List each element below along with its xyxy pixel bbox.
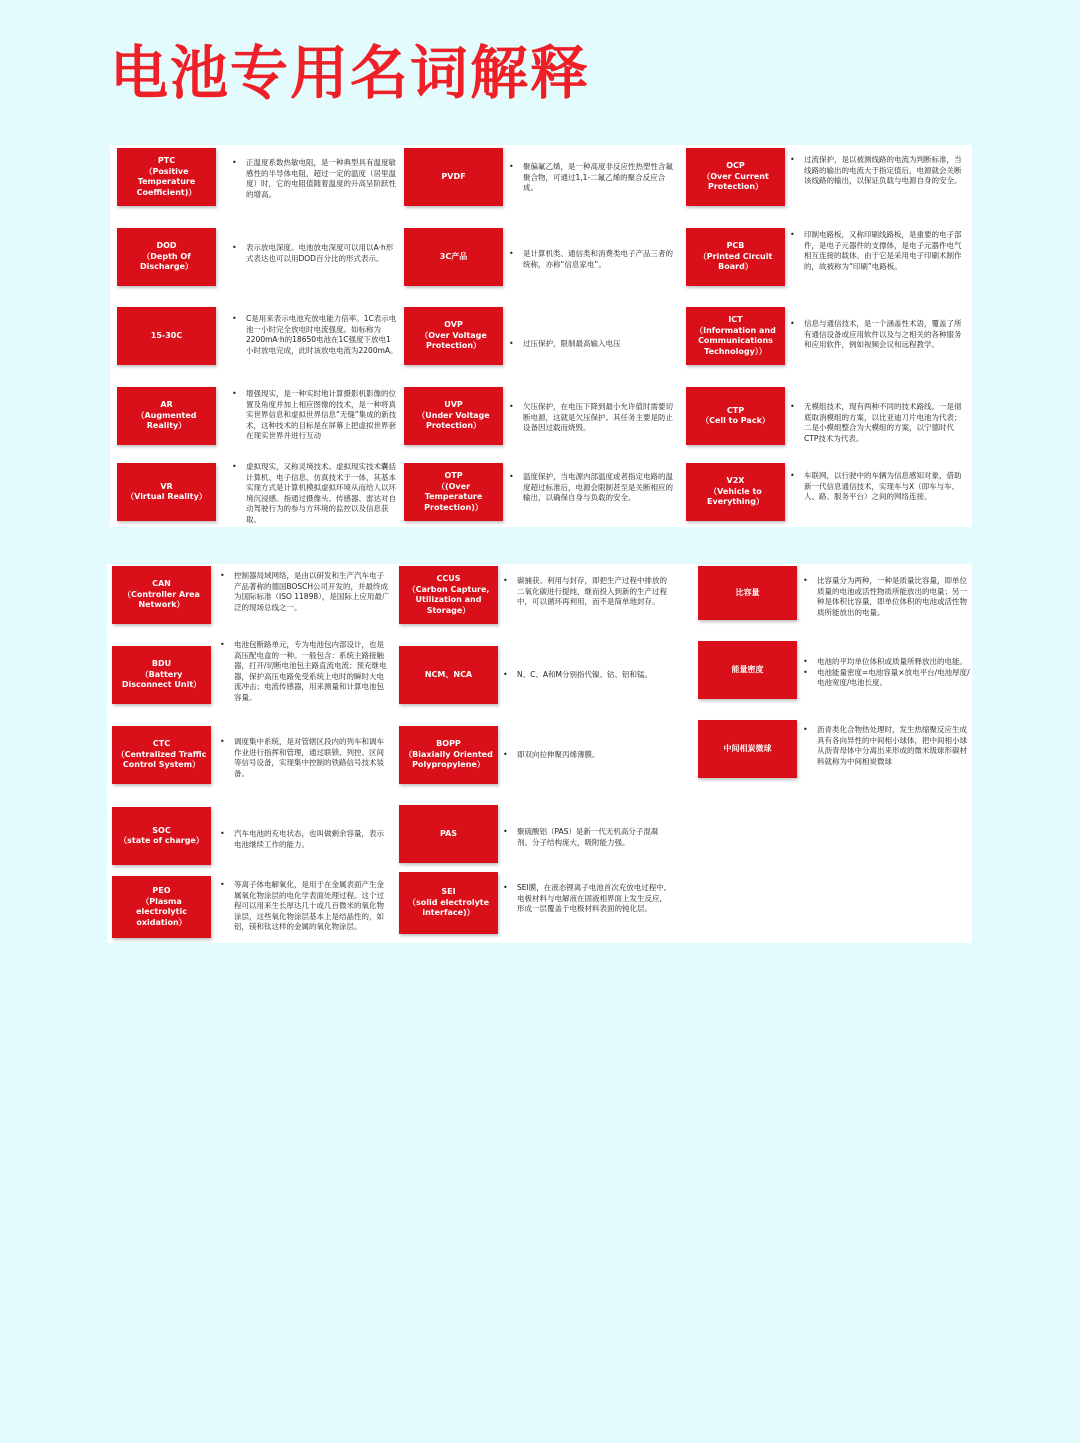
term-label: BDU （Battery Disconnect Unit）	[112, 646, 211, 704]
term-label: OVP （Over Voltage Protection）	[404, 307, 503, 365]
term-label: 15-30C	[117, 307, 216, 365]
glossary-panel-2	[107, 564, 972, 943]
term-definition: • 即双向拉伸聚丙烯薄膜。	[503, 750, 600, 759]
term-definition: • N、C、A和M分别指代镍、钴、铝和锰。	[503, 670, 652, 679]
term-label: V2X （Vehicle to Everything）	[686, 463, 785, 521]
term-label: 中间相炭微球	[698, 720, 797, 778]
term-label: CAN （Controller Area Network）	[112, 566, 211, 624]
term-label: PAS	[399, 805, 498, 863]
term-definition: • 沥青类化合物热处理时，发生热缩聚反应生成具有各向异性的中间相小球体，把中间相小球从沥青母体中分离出来形成的微米级球形碳材料就称为中间相炭微球	[803, 725, 967, 766]
term-definition: • 聚偏氟乙烯，是一种高度非反应性热塑性含氟聚合物，可通过1,1-二氟乙烯的聚合反应合成。	[509, 162, 673, 193]
term-label: SEI （solid electrolyte interface)）	[399, 872, 498, 934]
term-definition: • 是计算机类、通信类和消费类电子产品三者的统称，亦称“信息家电”。	[509, 249, 673, 269]
term-definition: • 电池包断路单元，专为电池包内部设计，也是高压配电盒的一种。一般包含：系统主路接触器，打开/切断电池包主路直流电流；预充继电器，保护高压电路免受系统上电时的瞬时大电流冲击；电流传感器，用来测量和计算电池包容量。	[220, 640, 387, 702]
term-definition: • 表示放电深度。电池放电深度可以用以A·h形式表达也可以用DOD百分比的形式表示。	[232, 243, 394, 263]
term-definition: • 调度集中系统，是对管辖区段内的列车和调车作业进行指挥和管理，通过联锁、列控、区间等信号设备，实现集中控制的铁路信号技术装备。	[220, 737, 384, 778]
page-title: 电池专用名词解释	[110, 39, 591, 107]
term-label: 比容量	[698, 566, 797, 620]
term-label: UVP （Under Voltage Protection）	[404, 387, 503, 445]
term-definition: • 过流保护，是以被测线路的电流为判断标准，当线路的输出的电流大于指定值后，电源就会关断该线路的输出，以保证负载与电源自身的安全。	[790, 155, 962, 186]
term-definition: • 汽车电池的充电状态，也叫做剩余容量，表示电池继续工作的能力。	[220, 829, 384, 849]
term-label: CCUS （Carbon Capture, Utilization and Storage）	[399, 566, 498, 624]
term-definition: • 过压保护，限制最高输入电压	[509, 339, 621, 348]
term-label: PEO （Plasma electrolytic oxidation）	[112, 876, 211, 938]
term-definition: • 无模组技术，现有两种不同的技术路线。一是彻底取消模组的方案，以比亚迪刀片电池为代表；二是小模组整合为大模组的方案，以宁德时代CTP技术为代表。	[790, 402, 962, 443]
term-label: ICT （Information and Communications Technology））	[686, 307, 785, 365]
term-label: AR （Augmented Reality）	[117, 387, 216, 445]
term-label: PCB （Printed Circuit Board）	[686, 228, 785, 286]
term-definition: • 印制电路板，又称印刷线路板，是重要的电子部件，是电子元器件的支撑体，是电子元器件电气相互连接的载体。由于它是采用电子印刷术制作的，故被称为“印刷”电路板。	[790, 230, 962, 271]
term-definition: • SEI膜，在液态锂离子电池首次充放电过程中,电极材料与电解液在固液相界面上发生反应,形成一层覆盖于电极材料表面的钝化层。	[503, 883, 667, 914]
term-definition: • 电池的平均单位体积或质量所释放出的电能。 • 电池能量密度=电池容量×放电平台/电池厚度/电池宽度/电池长度。	[803, 657, 970, 688]
term-definition: • 增强现实，是一种实时地计算摄影机影像的位置及角度并加上相应图像的技术，是一种将真实世界信息和虚拟世界信息“无缝”集成的新技术，这种技术的目标是在屏幕上把虚拟世界套在现实世界并进行互动	[232, 389, 397, 441]
term-definition: • 温度保护，当电源内部温度或者指定电路的温度超过标准后，电源会限制甚至是关断相应的输出，以确保自身与负载的安全。	[509, 472, 673, 503]
term-label: 3C产品	[404, 228, 503, 286]
term-definition: • 车联网，以行驶中的车辆为信息感知对象，借助新一代信息通信技术，实现车与X（即车与车、人、路、服务平台）之间的网络连接。	[790, 471, 962, 502]
term-definition: • 信息与通信技术，是一个涵盖性术语，覆盖了所有通信设备或应用软件以及与之相关的各种服务和应用软件，例如视频会议和远程教学。	[790, 319, 962, 350]
term-label: CTP （Cell to Pack）	[686, 387, 785, 445]
term-label: DOD （Depth Of Discharge）	[117, 228, 216, 286]
term-definition: • 欠压保护，在电压下降到最小允许值时需要切断电源，这就是欠压保护。其任务主要是防止设备因过载而烧毁。	[509, 402, 673, 433]
term-label: PTC （Positive Temperature Coefficient)）	[117, 148, 216, 206]
term-definition: • C是用来表示电池充放电能力倍率。1C表示电池一小时完全放电时电流强度。如标称为2200mA·h的18650电池在1C强度下放电1小时放电完成，此时该放电电流为2200mA。	[232, 314, 398, 355]
term-definition: • 碳捕获、利用与封存，即把生产过程中排放的二氧化碳进行提纯，继而投入到新的生产过程中，可以循环再利用，而不是简单地封存。	[503, 576, 667, 607]
term-definition: • 虚拟现实，又称灵境技术。虚拟现实技术囊括计算机、电子信息、仿真技术于一体，其基本实现方式是计算机模拟虚拟环境从而给人以环境沉浸感。指通过摄像头、传感器、雷达对自动驾驶行为的参与方环境的监控以及信息获取。	[232, 462, 396, 524]
term-definition: • 正温度系数热敏电阻，是一种典型具有温度敏感性的半导体电阻，超过一定的温度（居里温度）时，它的电阻值随着温度的升高呈阶跃性的增高。	[232, 158, 396, 199]
term-label: VR （Virtual Reality）	[117, 463, 216, 521]
term-definition: • 控制器局域网络，是由以研发和生产汽车电子产品著称的德国BOSCH公司开发的，并最终成为国际标准（ISO 11898），是国际上应用最广泛的现场总线之一。	[220, 571, 390, 612]
term-label: OCP （Over Current Protection）	[686, 148, 785, 206]
term-definition: • 等离子体电解氧化，是用于在金属表面产生金属氧化物涂层的电化学表面处理过程。这个过程可以用来生长厚达几十或几百微米的氧化物涂层，这些氧化物涂层基本上是结晶性的，如铝，镁和钛这样的金属的氧化物涂层。	[220, 880, 384, 932]
term-label: NCM、NCA	[399, 646, 498, 704]
glossary-panel-1	[110, 145, 972, 527]
term-label: CTC （Centralized Traffic Control System）	[112, 726, 211, 784]
term-label: OTP （(Over Temperature Protection)）	[404, 463, 503, 521]
term-label: SOC （state of charge）	[112, 807, 211, 865]
term-label: BOPP （Biaxially Oriented Polypropylene）	[399, 726, 498, 784]
term-label: PVDF	[404, 148, 503, 206]
term-definition: • 聚硫酸铝（PAS）是新一代无机高分子混凝剂。分子结构庞大，吸附能力强。	[503, 827, 659, 847]
term-definition: • 比容量分为两种，一种是质量比容量，即单位质量的电池或活性物质所能放出的电量；另一种是体积比容量，即单位体积的电池或活性物质所能放出的电量。	[803, 576, 967, 617]
term-label: 能量密度	[698, 641, 797, 699]
